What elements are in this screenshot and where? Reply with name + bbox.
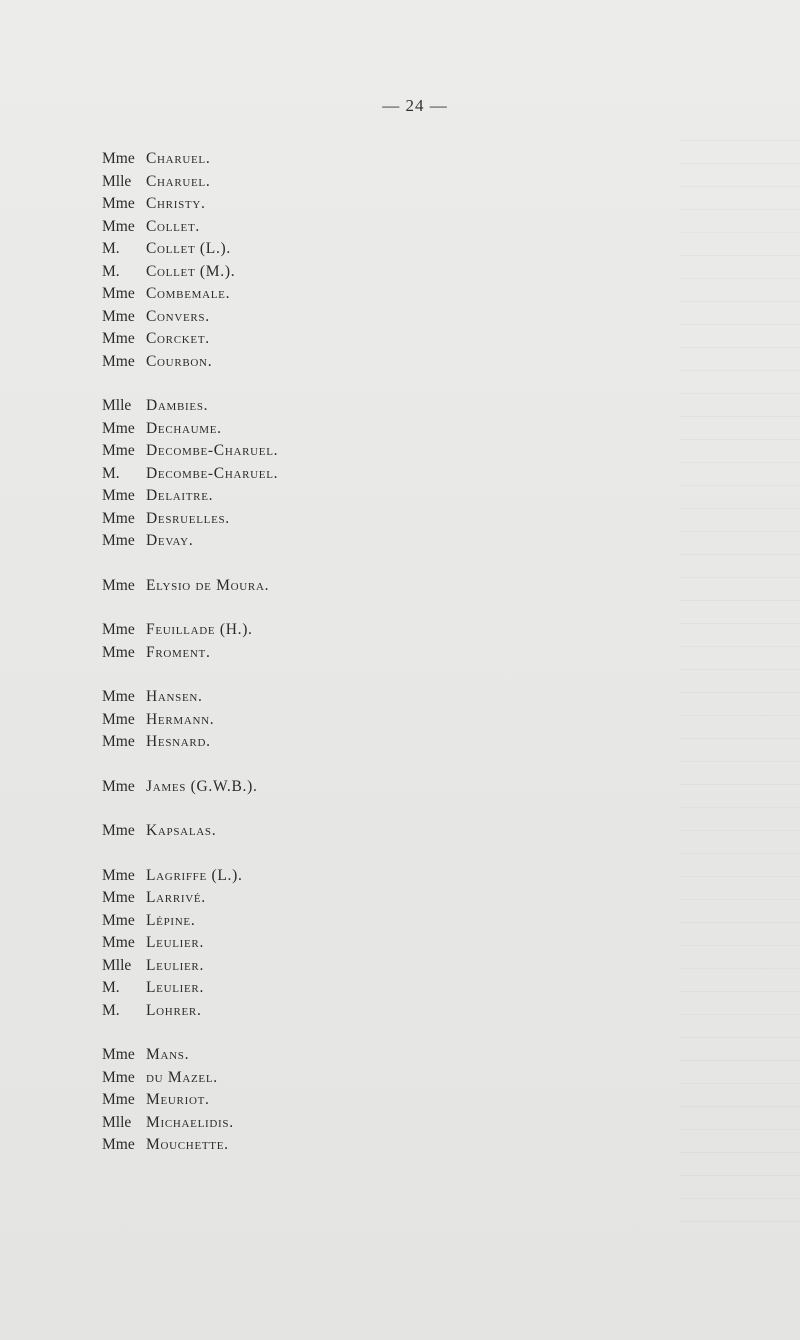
member-name: Devay. (146, 532, 194, 550)
member-name: Leulier. (146, 979, 205, 997)
member-name: Leulier. (146, 934, 205, 952)
member-title: Mme (102, 1068, 135, 1086)
member-name: Collet. (146, 217, 200, 235)
member-name: Delaitre. (146, 487, 214, 505)
member-entry (102, 642, 278, 665)
member-name: Larrivé. (146, 889, 206, 907)
member-name: Combemale. (146, 285, 231, 303)
member-entry (102, 575, 278, 598)
member-entry (102, 328, 278, 351)
member-title: Mme (102, 777, 135, 795)
member-title: M. (102, 1001, 120, 1019)
member-name: Meuriot. (146, 1091, 210, 1109)
member-entry (102, 865, 278, 888)
member-name: Lagriffe (L.). (146, 866, 243, 884)
member-group (102, 865, 278, 1023)
member-entry (102, 686, 278, 709)
member-entry (102, 955, 278, 978)
member-title: Mlle (102, 172, 132, 190)
member-group (102, 686, 278, 754)
member-group (102, 148, 278, 373)
member-title: Mme (102, 307, 135, 325)
member-entry (102, 709, 278, 732)
member-title: Mme (102, 532, 135, 550)
member-title: Mme (102, 911, 135, 929)
member-title: Mlle (102, 397, 132, 415)
page-number: — 24 — (382, 96, 448, 115)
member-name: Collet (L.). (146, 240, 231, 258)
member-title: Mme (102, 934, 135, 952)
member-title: Mme (102, 621, 135, 639)
member-name: Christy. (146, 195, 206, 213)
member-name: Courbon. (146, 352, 213, 370)
member-title: Mme (102, 822, 135, 840)
member-entry (102, 1089, 278, 1112)
member-entry (102, 1067, 278, 1090)
member-title: Mme (102, 217, 135, 235)
member-title: Mme (102, 889, 135, 907)
member-name: Feuillade (H.). (146, 621, 253, 639)
member-name: Convers. (146, 307, 210, 325)
member-entry (102, 485, 278, 508)
member-title: Mme (102, 576, 135, 594)
member-title: M. (102, 979, 120, 997)
member-entry (102, 887, 278, 910)
member-name: Kapsalas. (146, 822, 217, 840)
member-entry (102, 148, 278, 171)
member-title: Mme (102, 643, 135, 661)
member-name: Dechaume. (146, 419, 222, 437)
member-name: Decombe-Charuel. (146, 442, 279, 460)
member-name: Dambies. (146, 397, 209, 415)
member-name: Mans. (146, 1046, 190, 1064)
member-entry (102, 977, 278, 1000)
member-name: Decombe-Charuel. (146, 464, 279, 482)
member-name: Hansen. (146, 688, 203, 706)
member-title: Mme (102, 866, 135, 884)
member-name: Elysio de Moura. (146, 576, 270, 594)
member-title: Mme (102, 487, 135, 505)
member-name: Corcket. (146, 330, 210, 348)
member-title: Mlle (102, 1113, 132, 1131)
member-title: Mme (102, 285, 135, 303)
member-entry (102, 283, 278, 306)
member-title: M. (102, 262, 120, 280)
show-through-texture (680, 140, 800, 1240)
member-name: Charuel. (146, 150, 211, 168)
member-entry (102, 306, 278, 329)
member-title: Mme (102, 442, 135, 460)
member-title: Mlle (102, 956, 132, 974)
member-entry (102, 731, 278, 754)
member-entry (102, 910, 278, 933)
member-entry (102, 1044, 278, 1067)
member-name: Michaelidis. (146, 1113, 234, 1131)
member-name: Collet (M.). (146, 262, 236, 280)
member-title: Mme (102, 195, 135, 213)
member-entry (102, 351, 278, 374)
member-entry (102, 463, 278, 486)
member-group (102, 776, 278, 799)
member-entry (102, 619, 278, 642)
member-name: Desruelles. (146, 509, 230, 527)
member-entry (102, 261, 278, 284)
member-group (102, 820, 278, 843)
member-entry (102, 820, 278, 843)
member-entry (102, 440, 278, 463)
member-name: du Mazel. (146, 1068, 218, 1086)
member-entry (102, 932, 278, 955)
member-name: Lohrer. (146, 1001, 202, 1019)
member-name: Hermann. (146, 710, 215, 728)
member-title: Mme (102, 150, 135, 168)
member-name: Charuel. (146, 172, 211, 190)
member-entry (102, 193, 278, 216)
member-title: M. (102, 240, 120, 258)
member-title: Mme (102, 509, 135, 527)
member-group (102, 619, 278, 664)
member-name: Lépine. (146, 911, 196, 929)
member-entry (102, 238, 278, 261)
member-entry (102, 530, 278, 553)
member-title: Mme (102, 330, 135, 348)
member-title: Mme (102, 1136, 135, 1154)
member-entry (102, 1112, 278, 1135)
member-name: James (G.W.B.). (146, 777, 258, 795)
member-entry (102, 508, 278, 531)
member-entry (102, 418, 278, 441)
member-title: Mme (102, 1046, 135, 1064)
member-entry (102, 216, 278, 239)
member-title: Mme (102, 419, 135, 437)
member-entry (102, 171, 278, 194)
member-title: Mme (102, 733, 135, 751)
member-name: Hesnard. (146, 733, 211, 751)
member-group (102, 575, 278, 598)
member-group (102, 1044, 278, 1157)
member-entry (102, 1000, 278, 1023)
member-entry (102, 1134, 278, 1157)
member-title: Mme (102, 710, 135, 728)
member-list (102, 148, 278, 1179)
member-title: M. (102, 464, 120, 482)
member-title: Mme (102, 352, 135, 370)
member-name: Mouchette. (146, 1136, 229, 1154)
member-title: Mme (102, 1091, 135, 1109)
member-entry (102, 395, 278, 418)
member-name: Leulier. (146, 956, 205, 974)
member-group (102, 395, 278, 553)
member-name: Froment. (146, 643, 211, 661)
member-entry (102, 776, 278, 799)
member-title: Mme (102, 688, 135, 706)
